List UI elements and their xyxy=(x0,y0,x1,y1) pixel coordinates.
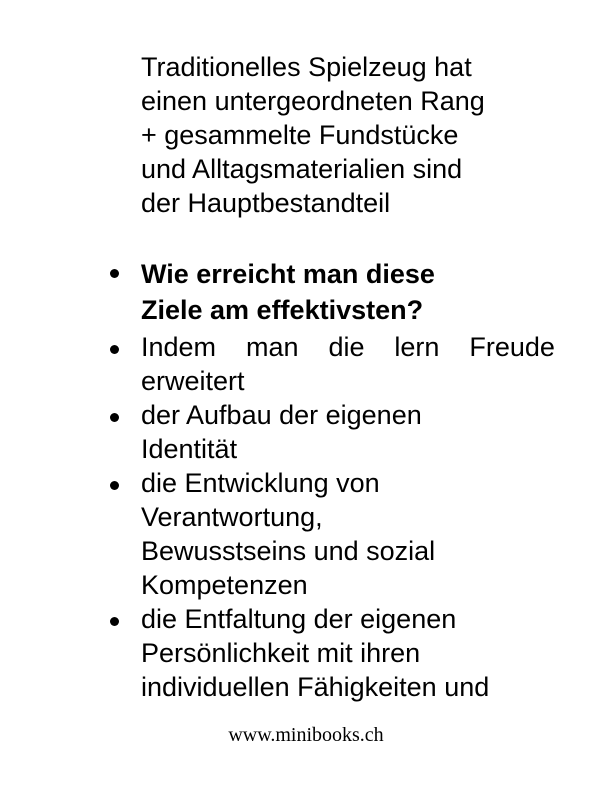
bullet-item-verantwortung xyxy=(100,466,560,602)
intro-paragraph xyxy=(141,50,561,220)
bullet-dot-icon xyxy=(110,269,119,278)
bullet-line: individuellen Fähigkeiten und xyxy=(141,672,490,702)
intro-line: + gesammelte Fundstücke xyxy=(141,120,459,150)
intro-line: und Alltagsmaterialien sind xyxy=(141,154,463,184)
bullet-dot-icon xyxy=(110,345,119,354)
bullet-word: man xyxy=(245,332,299,362)
bullet-list xyxy=(100,256,560,704)
bullet-word: Freude xyxy=(469,332,555,362)
bullet-dot-icon xyxy=(110,617,119,626)
bullet-line: die Entwicklung von xyxy=(141,468,380,498)
bullet-dot-icon xyxy=(110,413,119,422)
intro-line: Traditionelles Spielzeug hat xyxy=(141,52,472,82)
bullet-line: der Aufbau der eigenen xyxy=(141,400,422,430)
footer-url: www.minibooks.ch xyxy=(228,724,384,746)
bullet-line: Bewusstseins und sozial xyxy=(141,536,436,566)
bullet-word: die xyxy=(328,332,365,362)
bullet-dot-icon xyxy=(110,481,119,490)
bullet-line: Verantwortung, xyxy=(141,502,323,532)
bullet-line: Persönlichkeit mit ihren xyxy=(141,638,421,668)
bullet-word: Indem xyxy=(141,332,217,362)
intro-line: einen untergeordneten Rang xyxy=(141,86,485,116)
bullet-line: erweitert xyxy=(141,366,245,396)
bullet-item-identitaet xyxy=(100,398,560,466)
bullet-line: Ziele am effektivsten? xyxy=(141,295,424,325)
bullet-line: Identität xyxy=(141,434,238,464)
bullet-line: die Entfaltung der eigenen xyxy=(141,604,457,634)
bullet-justified-line xyxy=(141,330,555,364)
bullet-line: Kompetenzen xyxy=(141,570,308,600)
bullet-word: lern xyxy=(394,332,440,362)
bullet-item-question xyxy=(100,256,560,328)
bullet-item-persoenlichkeit xyxy=(100,602,560,704)
bullet-line: Wie erreicht man diese xyxy=(141,259,435,289)
intro-line: der Hauptbestandteil xyxy=(141,188,391,218)
bullet-item-freude xyxy=(100,330,560,398)
